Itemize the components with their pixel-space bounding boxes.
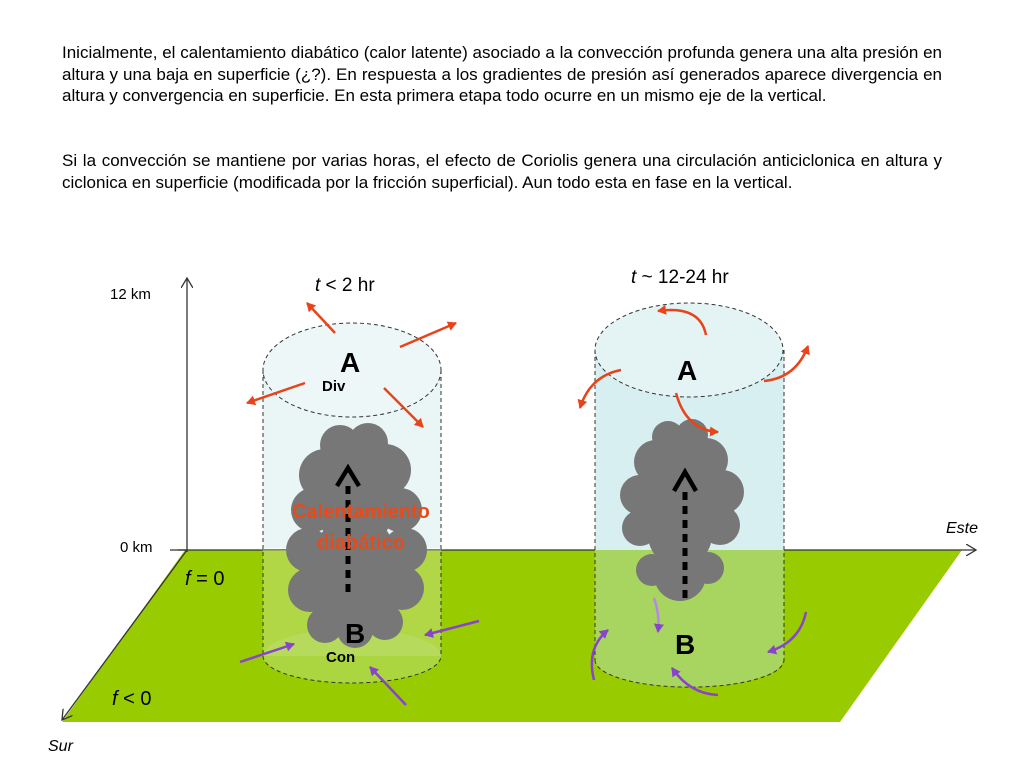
right-time-label: t ~ 12-24 hr — [631, 267, 729, 288]
south-label: Sur — [48, 738, 73, 755]
left-div-label: Div — [322, 378, 346, 395]
heating-label-line2: diabático — [317, 532, 405, 554]
heating-label-line1: Calentamiento — [292, 501, 430, 523]
right-high-label: A — [677, 355, 698, 386]
left-high-label: A — [340, 347, 361, 378]
right-low-label: B — [675, 629, 696, 660]
axis-12km-label: 12 km — [110, 286, 151, 303]
intro-paragraph: Inicialmente, el calentamiento diabático (calor latente) asociado a la convección profunda genera una alta presión en altura y una baja en superficie (¿?). En respuesta a los gradientes de presión así generados aparece divergencia en altura y convergencia en superficie. En esta primera etapa todo ocurre en un mismo eje de la vertical. — [62, 43, 942, 105]
right-column — [580, 267, 808, 695]
f-zero-label: f = 0 — [185, 568, 225, 590]
f-negative-label: f < 0 — [112, 688, 152, 710]
coriolis-paragraph: Si la convección se mantiene por varias horas, el efecto de Coriolis genera una circulación anticiclonica en altura y ciclonica en superficie (modificada por la fricción superficial). Aun todo esta en fase en la vertical. — [62, 151, 942, 192]
east-label: Este — [946, 520, 979, 537]
left-low-label: B — [345, 618, 366, 649]
left-time-label: t < 2 hr — [315, 275, 375, 296]
axis-0km-label: 0 km — [120, 539, 153, 556]
left-con-label: Con — [326, 649, 356, 666]
